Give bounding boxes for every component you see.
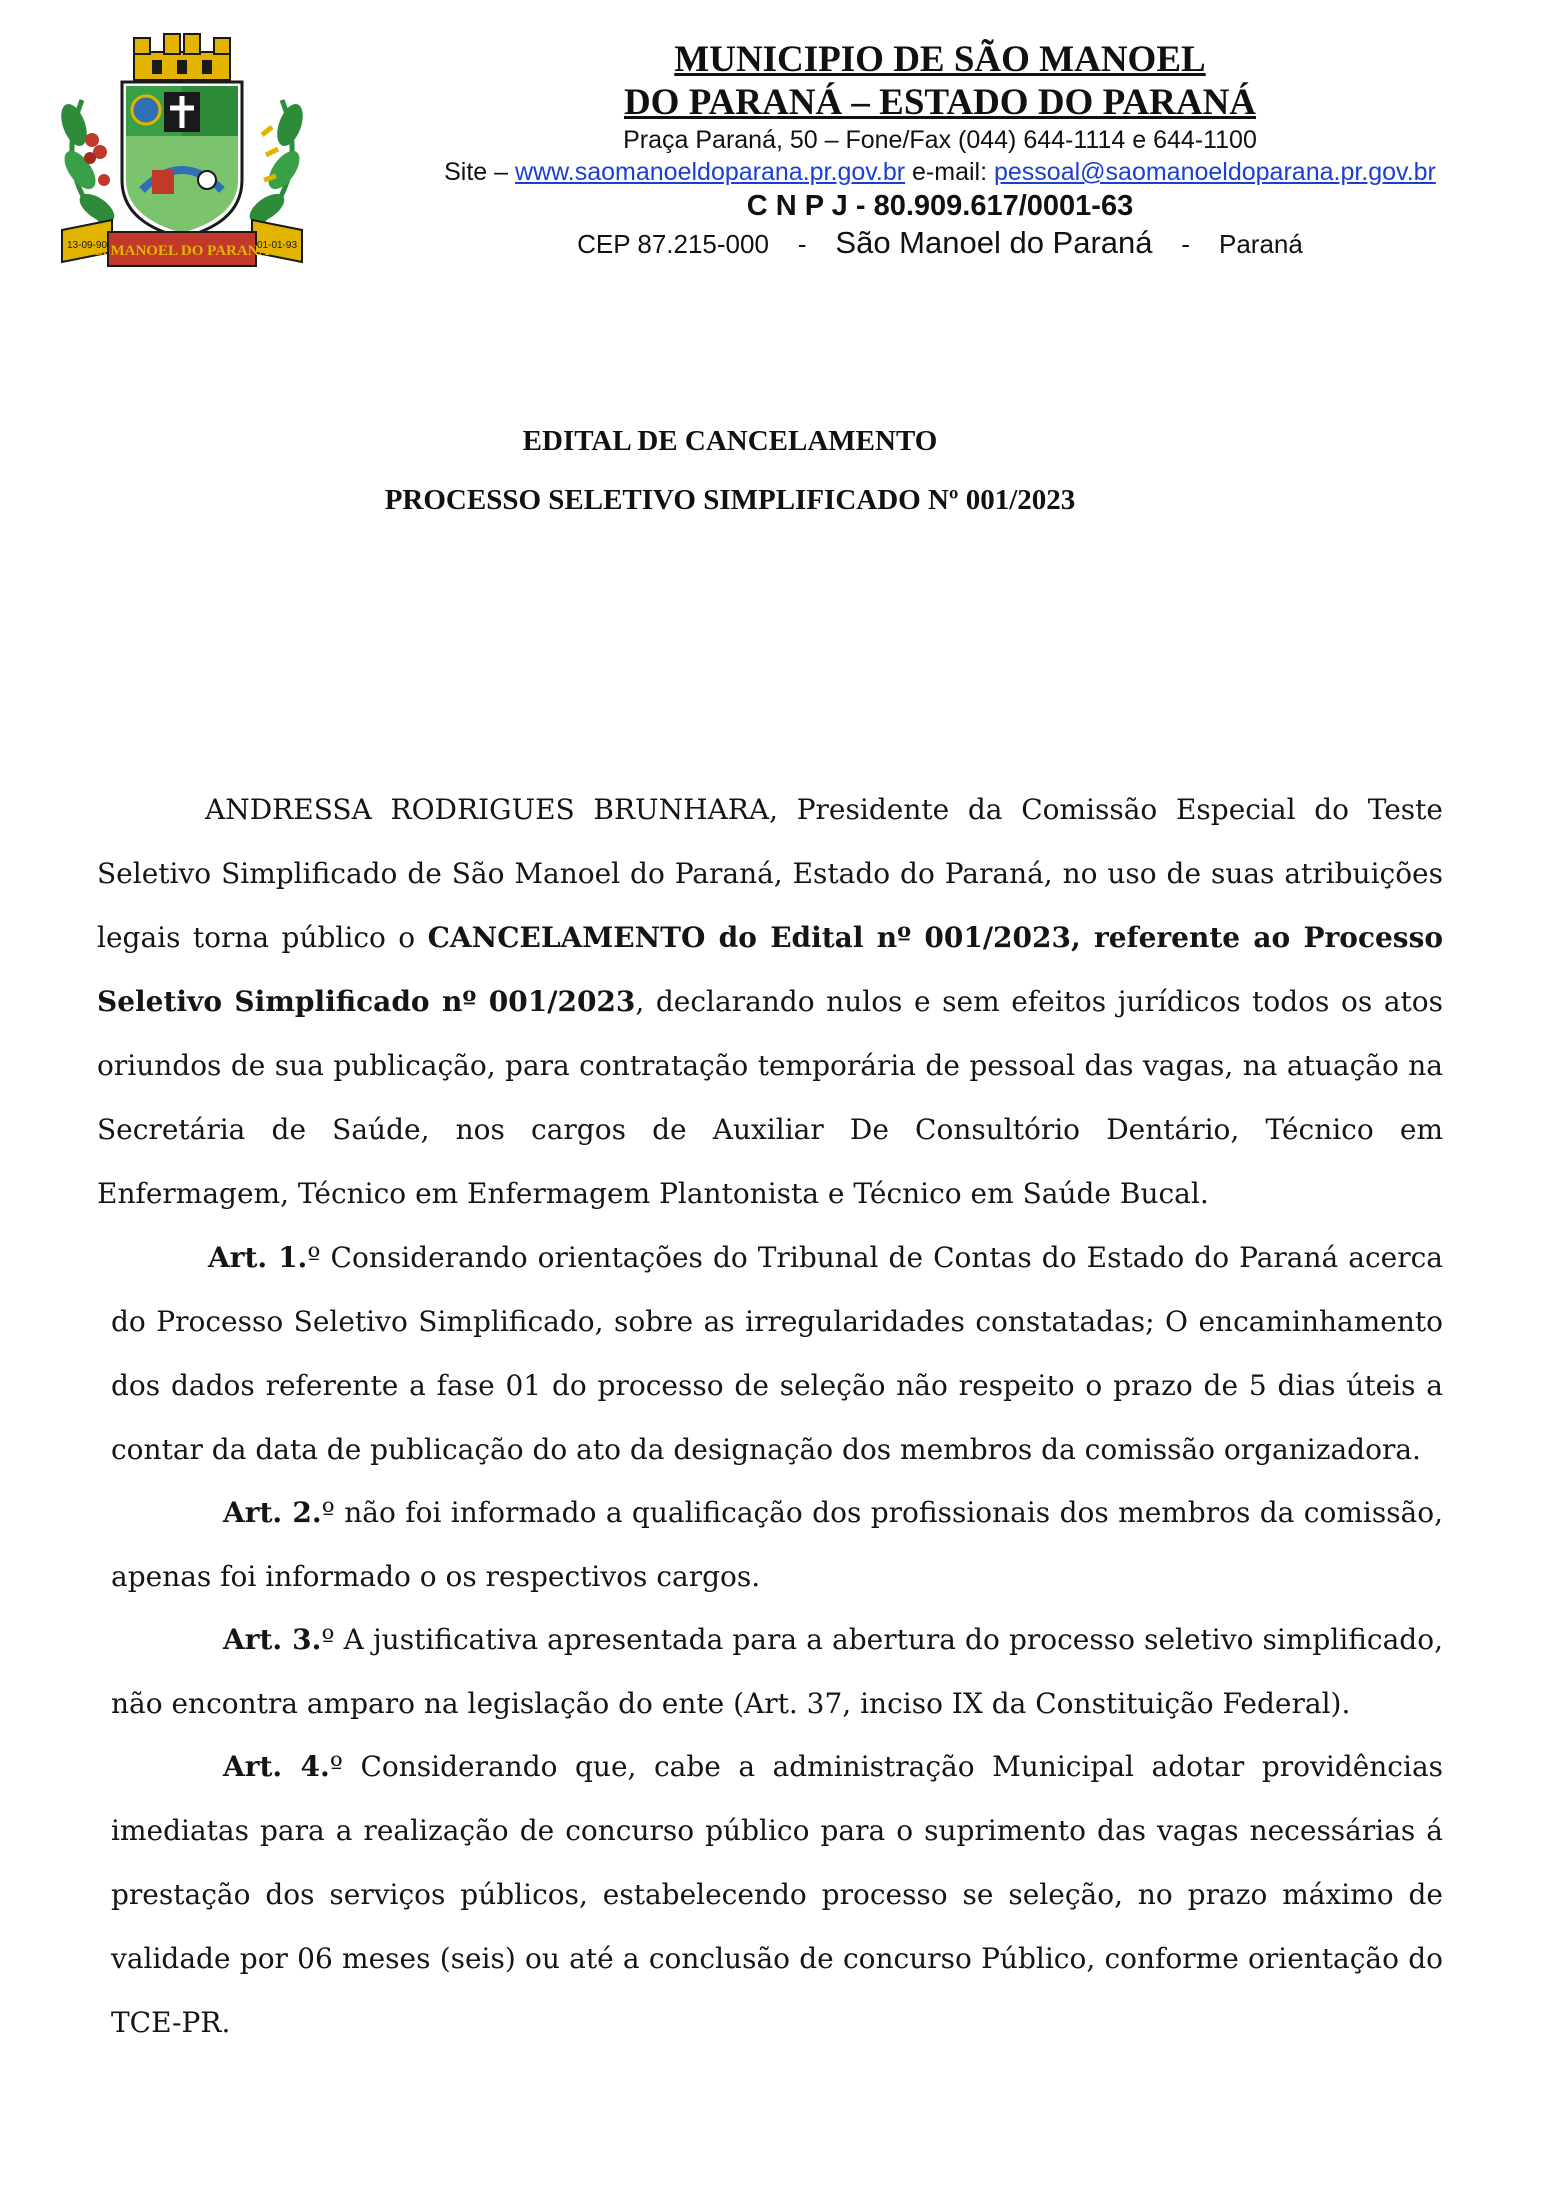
article-2-text: não foi informado a qualificação dos profissionais dos membros da comissão, apenas foi informado o os respectivos cargos.: [111, 1496, 1444, 1593]
city-name: São Manoel do Paraná: [835, 225, 1153, 260]
cep-line: [390, 224, 1490, 263]
intro-text-bold: CANCELAMENTO do Edital nº 001/2023, referente ao Processo Seletivo Simplificado nº 001/2023: [97, 921, 1444, 1018]
document-title: EDITAL DE CANCELAMENTO: [522, 425, 938, 457]
article-4-label: Art. 4.: [223, 1750, 330, 1783]
cep-separator: -: [797, 229, 807, 259]
article-3-text: A justificativa apresentada para a abertura do processo seletivo simplificado, não encontra amparo na legislação do ente (Art. 37, inciso IX da Constituição Federal).: [111, 1623, 1443, 1720]
intro-paragraph: [97, 778, 1443, 1226]
municipality-title-line2: DO PARANÁ – ESTADO DO PARANÁ: [623, 82, 1257, 123]
article-1-ordinal: º: [307, 1241, 321, 1274]
article-1-text: Considerando orientações do Tribunal de Contas do Estado do Paraná acerca do Processo Seletivo Simplificado, sobre as irregularidades constatadas; O encaminhamento dos dados referente a fase 01 do processo de seleção não respeito o prazo de 5 dias úteis a contar da data de publicação do ato da designação dos membros da comissão organizadora.: [111, 1241, 1443, 1466]
article-2: [111, 1481, 1443, 1609]
state-name: Paraná: [1219, 229, 1303, 259]
article-2-ordinal: º: [321, 1496, 335, 1529]
address-line: Praça Paraná, 50 – Fone/Fax (044) 644-1114 e 644-1100: [623, 126, 1257, 154]
shield-icon: [122, 82, 242, 238]
cnpj-line: C N P J - 80.909.617/0001-63: [746, 190, 1134, 222]
article-4: [111, 1735, 1443, 2055]
intro-text-start: ANDRESSA RODRIGUES BRUNHARA, Presidente da Comissão Especial do Teste Seletivo Simplificado de São Manoel do Paraná, Estado do Paraná, no uso de suas atribuições legais torna público o: [97, 793, 1443, 954]
crest-date-left: 13-09-90: [66, 240, 108, 251]
intro-text-end: , declarando nulos e sem efeitos jurídicos todos os atos oriundos de sua publicação, para contratação temporária de pessoal das vagas, na atuação na Secretária de Saúde, nos cargos de Auxiliar De Consultório Dentário, Técnico em Enfermagem, Técnico em Enfermagem Plantonista e Técnico em Saúde Bucal.: [97, 985, 1443, 1210]
article-3: [111, 1608, 1443, 1736]
site-link[interactable]: www.saomanoeldoparana.pr.gov.br: [515, 158, 906, 186]
city-separator: -: [1181, 229, 1191, 259]
article-2-label: Art. 2.: [223, 1496, 322, 1529]
article-1-label: Art. 1.: [208, 1241, 308, 1274]
crest-banner-text: S. MANOEL DO PARANÁ: [94, 243, 270, 259]
article-3-ordinal: º: [321, 1623, 335, 1656]
crown-icon: [134, 34, 230, 80]
article-1: [111, 1226, 1443, 1482]
article-4-ordinal: º: [329, 1750, 343, 1783]
article-4-text: Considerando que, cabe a administração Municipal adotar providências imediatas para a realização de concurso público para o suprimento das vagas necessárias á prestação dos serviços públicos, estabelecendo processo se seleção, no prazo máximo de validade por 06 meses (seis) ou até a conclusão de concurso Público, conforme orientação do TCE-PR.: [111, 1750, 1444, 2039]
municipal-crest-logo: [52, 30, 312, 275]
right-branch-icon: [245, 100, 308, 230]
contact-line: [390, 156, 1490, 188]
article-3-label: Art. 3.: [223, 1623, 322, 1656]
left-branch-icon: [56, 100, 119, 230]
site-label: Site –: [444, 158, 509, 186]
crest-date-right: 01-01-93: [256, 240, 298, 251]
email-label: e-mail:: [912, 158, 988, 186]
letterhead: [390, 38, 1490, 263]
municipality-title-line1: MUNICIPIO DE SÃO MANOEL: [674, 39, 1206, 80]
cep-value: CEP 87.215-000: [577, 229, 769, 259]
document-subtitle: PROCESSO SELETIVO SIMPLIFICADO Nº 001/2023: [384, 484, 1076, 516]
email-link[interactable]: pessoal@saomanoeldoparana.pr.gov.br: [994, 158, 1436, 186]
